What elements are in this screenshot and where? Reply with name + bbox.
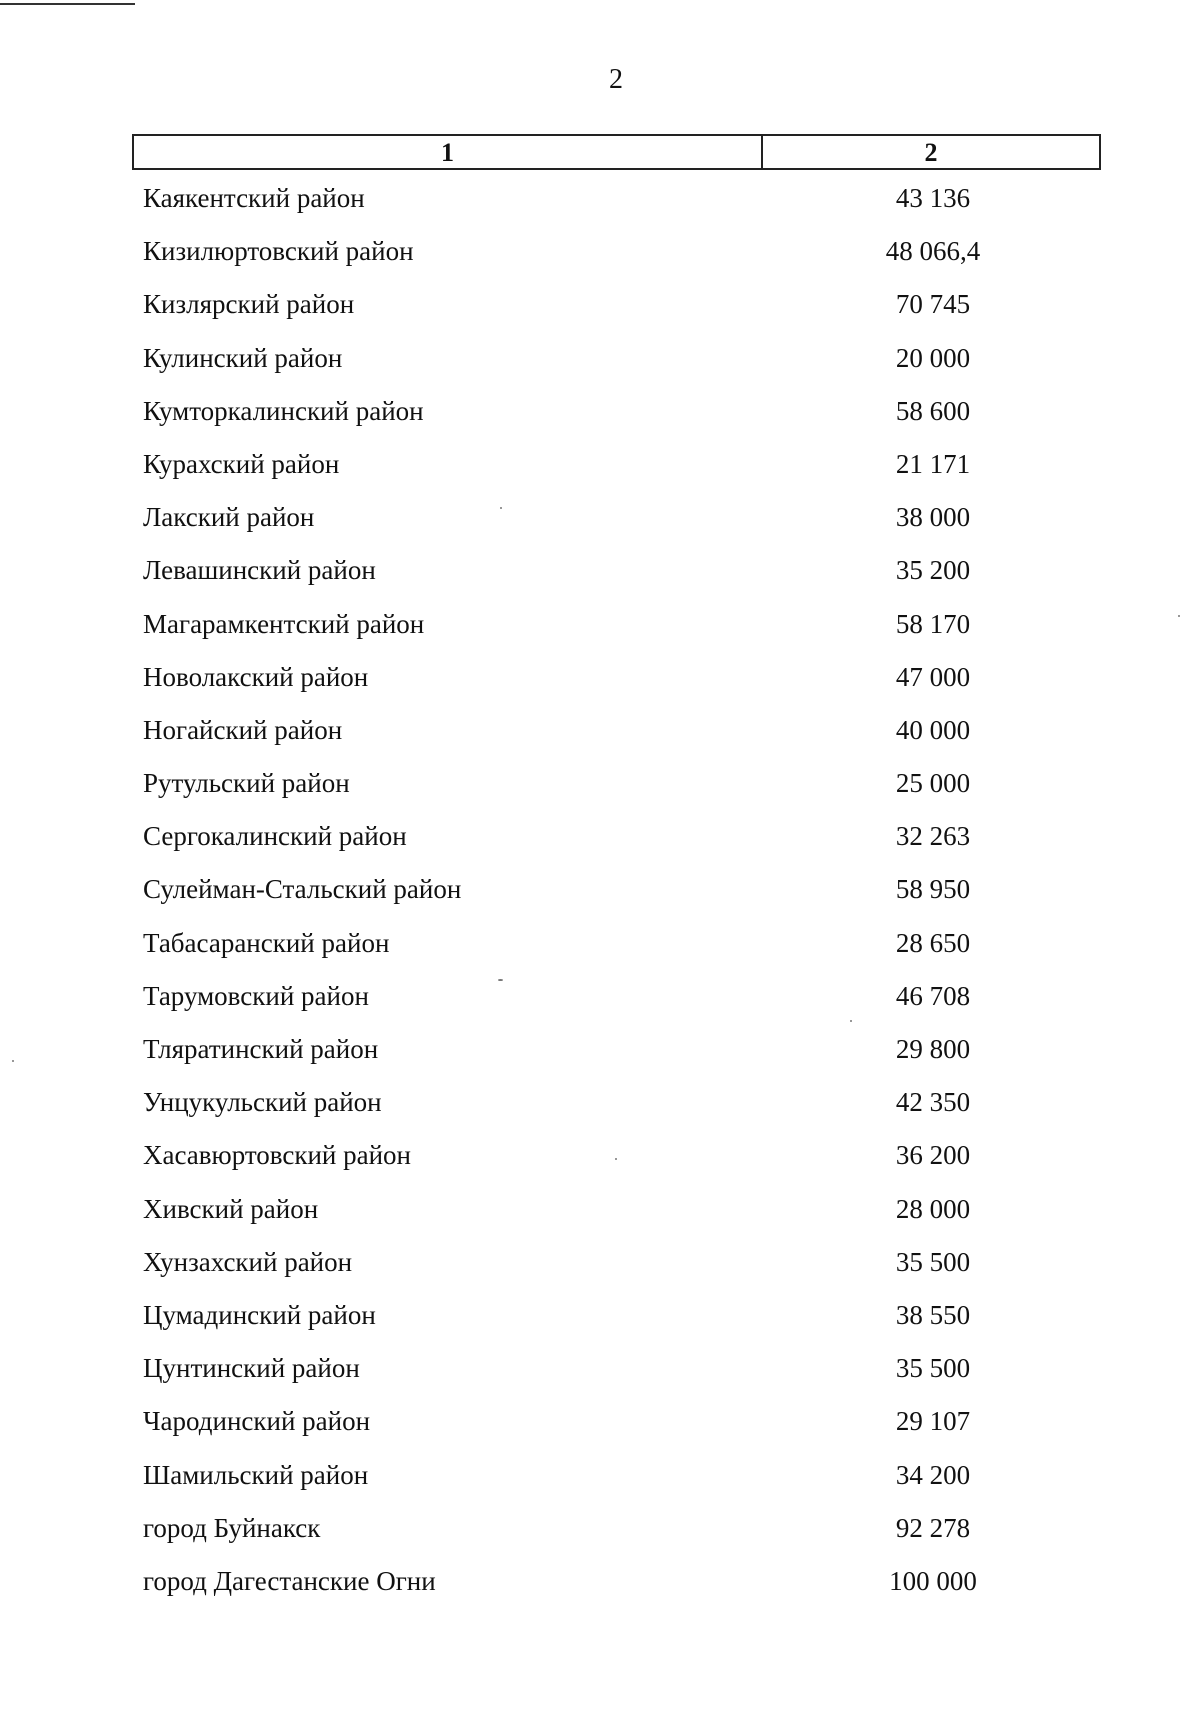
row-value: 42 350 — [895, 1087, 971, 1118]
row-name: Шамильский район — [143, 1459, 369, 1490]
row-value: 58 600 — [895, 395, 971, 426]
table-row — [0, 497, 1200, 550]
table-row — [0, 284, 1200, 337]
row-value: 29 800 — [895, 1034, 971, 1064]
table-row — [0, 1455, 1200, 1508]
scan-speck — [615, 1158, 617, 1160]
row-name: Табасаранский район — [143, 927, 390, 958]
row-value: 43 136 — [895, 183, 971, 213]
row-value: 92 278 — [895, 1512, 971, 1543]
row-name: Сулейман-Стальский район — [143, 874, 462, 905]
table-row — [0, 923, 1200, 976]
row-name: Хивский район — [143, 1193, 319, 1224]
row-name: город Буйнакск — [143, 1512, 321, 1543]
row-name: Магарамкентский район — [143, 608, 425, 639]
table-row — [0, 1348, 1200, 1401]
scan-speck — [500, 507, 502, 509]
table-row — [0, 1082, 1200, 1135]
scan-speck — [850, 1020, 852, 1022]
table-row — [0, 763, 1200, 816]
row-name: Хасавюртовский район — [143, 1140, 412, 1171]
scan-speck — [12, 1060, 14, 1062]
row-value: 46 708 — [895, 980, 971, 1011]
row-value: 34 200 — [895, 1459, 971, 1490]
row-name: Чародинский район — [143, 1406, 371, 1437]
row-name: город Дагестанские Огни — [143, 1565, 436, 1596]
row-value: 28 000 — [895, 1193, 971, 1224]
header-column-2: 2 — [924, 138, 938, 167]
row-value: 35 200 — [895, 555, 971, 586]
row-name: Кулинский район — [143, 342, 343, 373]
table-row — [0, 1242, 1200, 1295]
row-name: Новолакский район — [143, 661, 369, 692]
row-value: 58 170 — [895, 608, 971, 639]
row-value: 29 107 — [895, 1406, 971, 1437]
row-value: 21 171 — [895, 448, 971, 479]
table-row — [0, 1029, 1200, 1082]
table-row — [0, 1508, 1200, 1561]
table-row — [0, 178, 1200, 231]
row-value: 28 650 — [895, 927, 971, 958]
table-row — [0, 1401, 1200, 1454]
row-name: Сергокалинский район — [143, 821, 407, 852]
table-row — [0, 1189, 1200, 1242]
row-value: 35 500 — [895, 1353, 971, 1384]
row-value: 35 500 — [895, 1246, 971, 1277]
table-row — [0, 816, 1200, 869]
row-value: 20 000 — [895, 342, 971, 373]
table-row — [0, 1135, 1200, 1188]
row-name: Тляратинский район — [143, 1034, 379, 1064]
table-row — [0, 657, 1200, 710]
row-name: Кизилюртовский район — [143, 236, 414, 267]
row-name: Цумадинский район — [143, 1299, 376, 1330]
table-row — [0, 1295, 1200, 1348]
table-row — [0, 604, 1200, 657]
row-name: Тарумовский район — [143, 980, 369, 1011]
row-name: Левашинский район — [143, 555, 376, 586]
row-name: Цунтинский район — [143, 1353, 360, 1384]
row-name: Ногайский район — [143, 714, 343, 745]
row-name: Кизлярский район — [143, 289, 355, 320]
row-value: 36 200 — [895, 1140, 971, 1171]
row-name: Хунзахский район — [143, 1246, 353, 1277]
row-name: Каякентский район — [143, 183, 365, 213]
row-value: 100 000 — [889, 1565, 977, 1596]
scan-speck — [498, 979, 503, 981]
row-value: 48 066,4 — [885, 236, 981, 267]
scan-artifact-line — [0, 3, 135, 5]
table-row — [0, 869, 1200, 922]
row-name: Курахский район — [143, 448, 340, 479]
row-name: Унцукульский район — [143, 1087, 382, 1118]
row-value: 58 950 — [895, 874, 971, 905]
table-row — [0, 444, 1200, 497]
table-row — [0, 710, 1200, 763]
row-name: Рутульский район — [143, 768, 350, 799]
row-value: 38 550 — [895, 1299, 971, 1330]
row-value: 38 000 — [895, 502, 971, 533]
row-value: 70 745 — [895, 289, 971, 320]
row-name: Кумторкалинский район — [143, 395, 424, 426]
scan-speck — [1178, 615, 1180, 617]
row-value: 25 000 — [895, 768, 971, 799]
table-body — [0, 178, 1200, 1614]
page-number: 2 — [609, 64, 623, 95]
table-header — [132, 134, 1101, 170]
table-row — [0, 550, 1200, 603]
table-row — [0, 976, 1200, 1029]
row-value: 32 263 — [895, 821, 971, 852]
row-value: 40 000 — [895, 714, 971, 745]
table-row — [0, 338, 1200, 391]
table-row — [0, 391, 1200, 444]
row-name: Лакский район — [143, 502, 315, 533]
row-value: 47 000 — [895, 661, 971, 692]
table-row — [0, 231, 1200, 284]
header-column-1: 1 — [134, 136, 763, 168]
table-row — [0, 1561, 1200, 1614]
